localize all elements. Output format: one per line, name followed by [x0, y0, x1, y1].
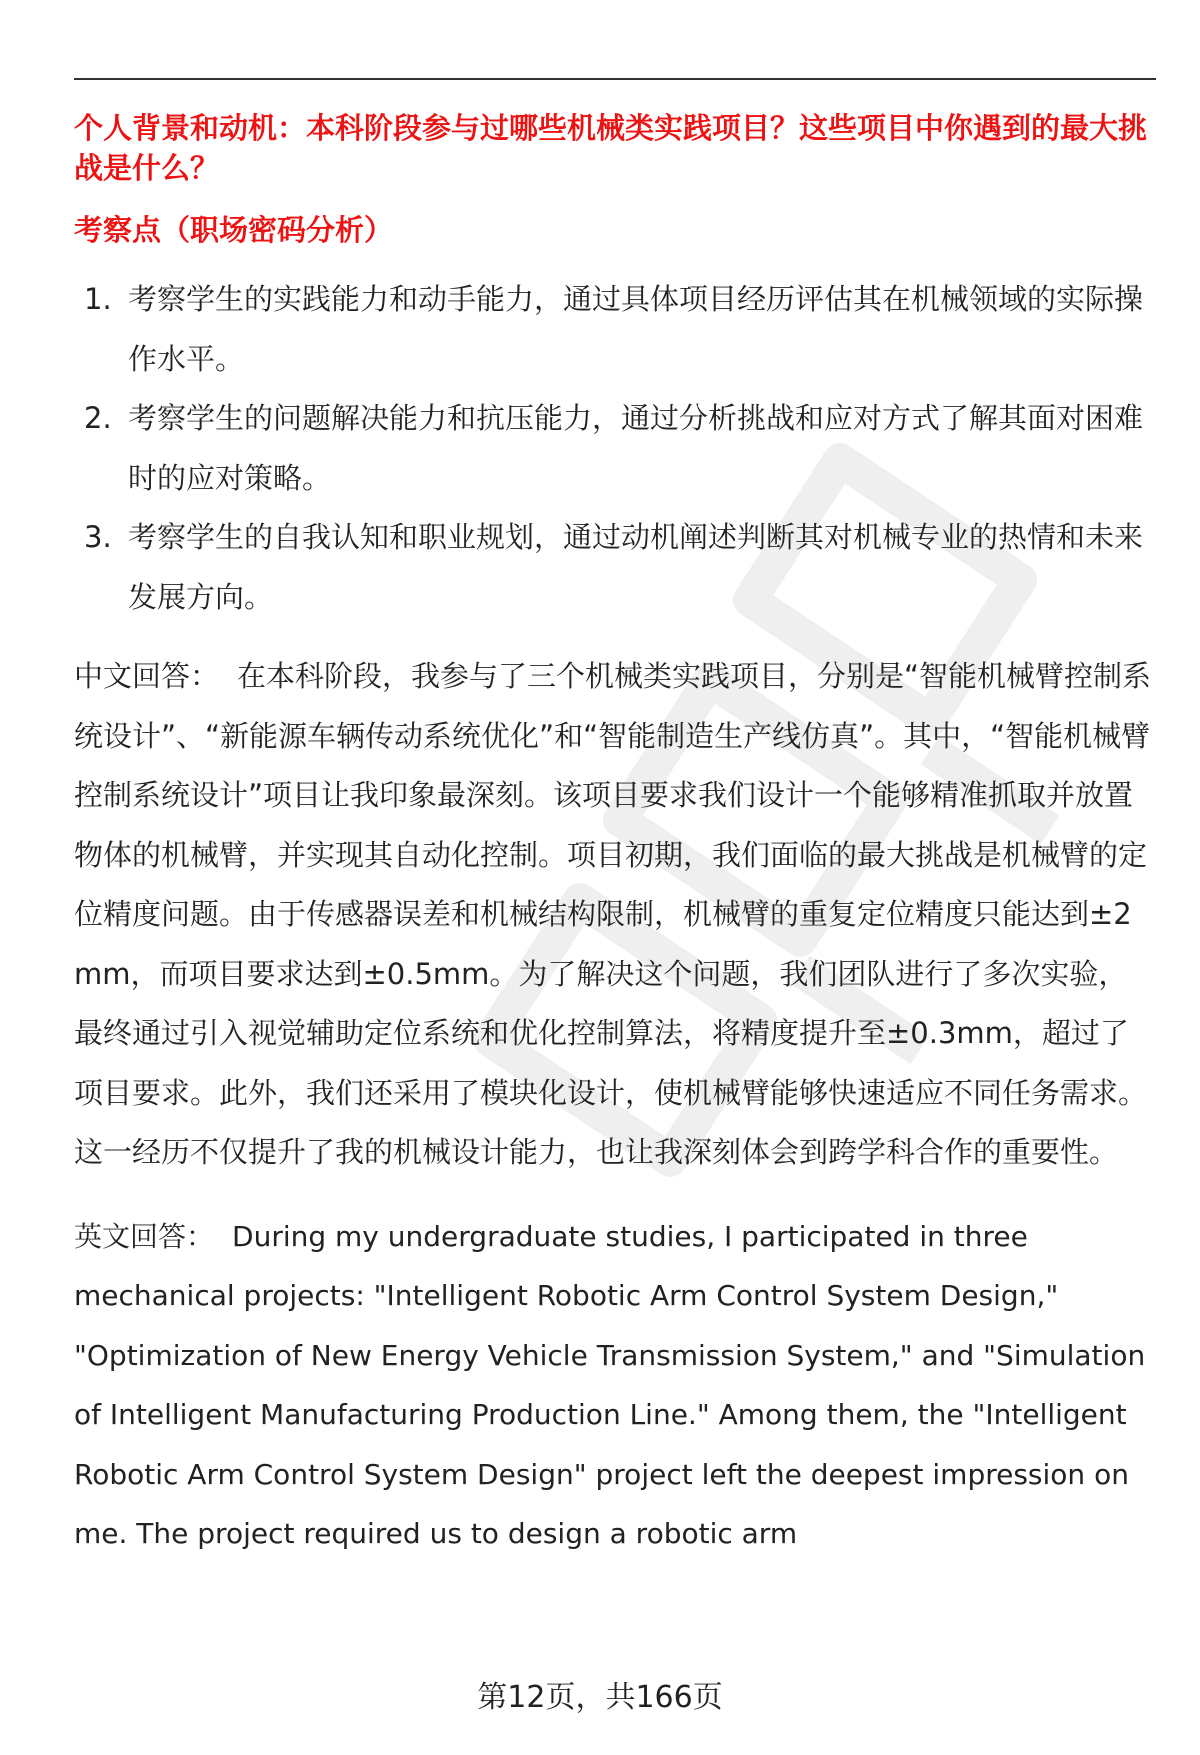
list-number: 1.	[84, 282, 112, 316]
list-text: 考察学生的问题解决能力和抗压能力，通过分析挑战和应对方式了解其面对困难时的应对策略。	[128, 401, 1144, 495]
list-item	[74, 270, 1156, 389]
list-text: 考察学生的自我认知和职业规划，通过动机阐述判断其对机械专业的热情和未来发展方向。	[128, 520, 1144, 614]
section-heading: 考察点（职场密码分析）	[74, 213, 394, 247]
answer-english-label: 英文回答：	[74, 1219, 215, 1253]
page-footer: 第12页，共166页	[477, 1680, 723, 1715]
list-number: 3.	[84, 520, 112, 554]
answer-chinese-label: 中文回答：	[74, 659, 220, 693]
list-number: 2.	[84, 401, 112, 435]
answer-english	[74, 1207, 1156, 1564]
answer-chinese	[74, 647, 1156, 1183]
content	[74, 108, 1156, 1564]
top-rule	[74, 78, 1156, 80]
answer-english-text: During my undergraduate studies, I participated in three mechanical projects: "Intelligent Robotic Arm Control System Design," "Optimization of New Energy Vehicle Transmission System," and "Simulation of Intelligent Manufacturing Production Line." Among them, the "Intelligent Robotic Arm Control System Design" project left the deepest impression on me. The project required us to design a robotic arm	[74, 1219, 1146, 1550]
answer-chinese-text: 在本科阶段，我参与了三个机械类实践项目，分别是“智能机械臂控制系统设计”、“新能源车辆传动系统优化”和“智能制造生产线仿真”。其中，“智能机械臂控制系统设计”项目让我印象最深刻。该项目要求我们设计一个能够精准抓取并放置物体的机械臂，并实现其自动化控制。项目初期，我们面临的最大挑战是机械臂的定位精度问题。由于传感器误差和机械结构限制，机械臂的重复定位精度只能达到±2mm，而项目要求达到±0.5mm。为了解决这个问题，我们团队进行了多次实验，最终通过引入视觉辅助定位系统和优化控制算法，将精度提升至±0.3mm，超过了项目要求。此外，我们还采用了模块化设计，使机械臂能够快速适应不同任务需求。这一经历不仅提升了我的机械设计能力，也让我深刻体会到跨学科合作的重要性。	[74, 659, 1152, 1169]
question-heading: 个人背景和动机：本科阶段参与过哪些机械类实践项目？这些项目中你遇到的最大挑战是什么？	[74, 111, 1148, 185]
list-text: 考察学生的实践能力和动手能力，通过具体项目经历评估其在机械领域的实际操作水平。	[128, 282, 1144, 376]
list-item	[74, 389, 1156, 508]
assessment-points	[74, 270, 1156, 627]
list-item	[74, 508, 1156, 627]
